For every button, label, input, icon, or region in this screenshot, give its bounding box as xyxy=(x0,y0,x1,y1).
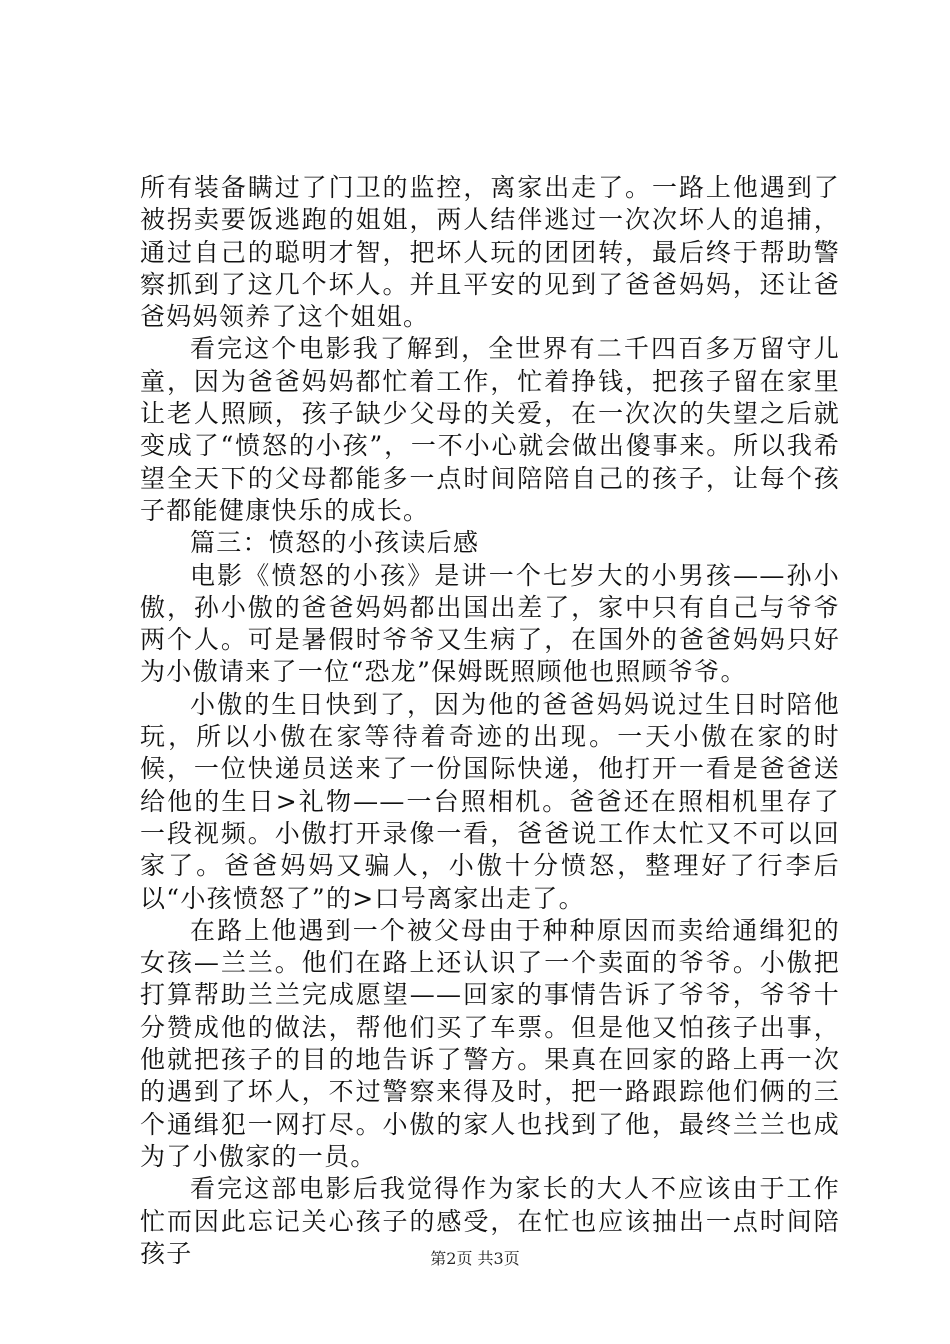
paragraph: 看完这个电影我了解到，全世界有二千四百多万留守儿童，因为爸爸妈妈都忙着工作，忙着挣钱，把孩子留在家里让老人照顾，孩子缺少父母的关爱，在一次次的失望之后就变成了“愤怒的小孩”，一不小心就会做出傻事来。所以我希望全天下的父母都能多一点时间陪陪自己的孩子，让每个孩子都能健康快乐的成长。 xyxy=(140,334,840,525)
paragraph: 所有装备瞒过了门卫的监控，离家出走了。一路上他遇到了被拐卖要饭逃跑的姐姐，两人结伴逃过一次次坏人的追捕，通过自己的聪明才智，把坏人玩的团团转，最后终于帮助警察抓到了这几个坏人。并且平安的见到了爸爸妈妈，还让爸爸妈妈领养了这个姐姐。 xyxy=(140,173,840,332)
body-text xyxy=(140,172,840,1270)
paragraph: 电影《愤怒的小孩》是讲一个七岁大的小男孩——孙小傲，孙小傲的爸爸妈妈都出国出差了，家中只有自己与爷爷两个人。可是暑假时爷爷又生病了，在国外的爸爸妈妈只好为小傲请来了一位“恐龙”保姆既照顾他也照顾爷爷。 xyxy=(140,560,840,687)
section-heading: 篇三：愤怒的小孩读后感 xyxy=(190,528,480,558)
paragraph: 在路上他遇到一个被父母由于种种原因而卖给通缉犯的女孩—兰兰。他们在路上还认识了一个卖面的爷爷。小傲把打算帮助兰兰完成愿望——回家的事情告诉了爷爷，爷爷十分赞成他的做法，帮他们买了车票。但是他又怕孩子出事，他就把孩子的目的地告诉了警方。果真在回家的路上再一次的遇到了坏人，不过警察来得及时，把一路跟踪他们俩的三个通缉犯一网打尽。小傲的家人也找到了他，最终兰兰也成为了小傲家的一员。 xyxy=(140,915,840,1171)
paragraph: 看完这部电影后我觉得作为家长的大人不应该由于工作忙而因此忘记关心孩子的感受，在忙也应该抽出一点时间陪孩子 xyxy=(140,1174,840,1268)
page-footer: 第2页 共3页 xyxy=(430,1249,520,1268)
paragraph: 小傲的生日快到了，因为他的爸爸妈妈说过生日时陪他玩，所以小傲在家等待着奇迹的出现。一天小傲在家的时候，一位快递员送来了一份国际快递，他打开一看是爸爸送给他的生日>礼物——一台照相机。爸爸还在照相机里存了一段视频。小傲打开录像一看，爸爸说工作太忙又不可以回家了。爸爸妈妈又骗人，小傲十分愤怒，整理好了行李后以“小孩愤怒了”的>口号离家出走了。 xyxy=(140,689,840,913)
